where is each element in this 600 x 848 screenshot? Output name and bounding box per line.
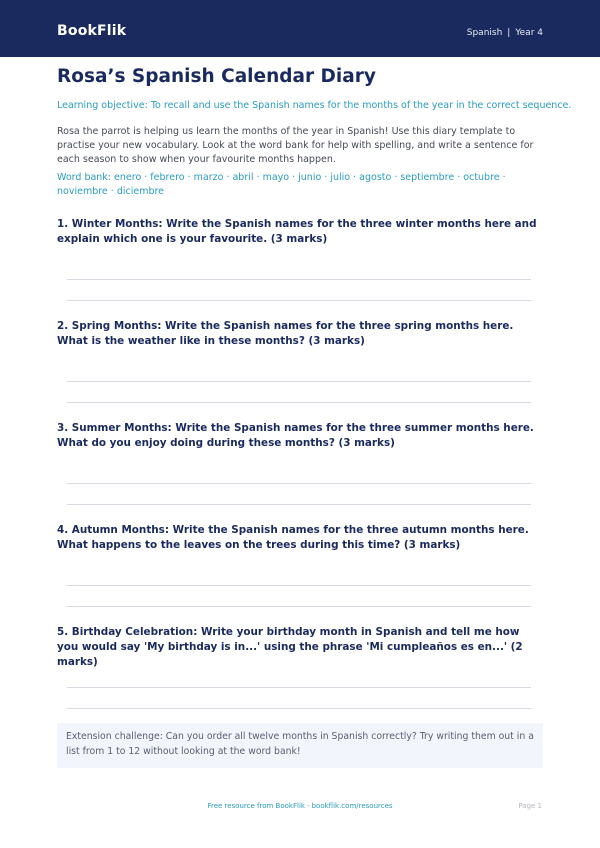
answer-line[interactable]	[67, 300, 531, 301]
extension-challenge-box	[57, 723, 543, 768]
page-number: Page 1	[518, 802, 542, 810]
meta-separator: |	[507, 28, 511, 38]
question-winter: 1. Winter Months: Write the Spanish names for the three winter months here and explain which one is your favourite. (3 marks)	[57, 218, 537, 245]
footer-credit-link[interactable]: Free resource from BookFlik · bookflik.com/resources	[207, 802, 393, 810]
answer-line[interactable]	[67, 606, 531, 607]
subject-year-label	[467, 28, 543, 38]
answer-line[interactable]	[67, 381, 531, 382]
question-summer: 3. Summer Months: Write the Spanish names for the three summer months here. What do you enjoy doing during these months? (3 marks)	[57, 422, 534, 449]
answer-line[interactable]	[67, 708, 531, 709]
page-header	[0, 0, 600, 57]
answer-line[interactable]	[67, 687, 531, 688]
question-birthday: 5. Birthday Celebration: Write your birthday month in Spanish and tell me how you would say 'My birthday is in...' using the phrase 'Mi cumpleaños es en...' (2 marks)	[57, 626, 523, 668]
brand-logo[interactable]: BookFlik	[57, 23, 127, 39]
answer-line[interactable]	[67, 279, 531, 280]
intro-paragraph: Rosa the parrot is helping us learn the months of the year in Spanish! Use this diary template to practise your new vocabulary. Look at the word bank for help with spelling, and write a sentence for each season to show when your favourite months happen.	[57, 126, 534, 165]
word-bank: Word bank: enero · febrero · marzo · abril · mayo · junio · julio · agosto · septiembre · octubre · noviembre · diciembre	[57, 172, 506, 197]
extension-challenge-text: Extension challenge: Can you order all twelve months in Spanish correctly? Try writing them out in a list from 1 to 12 without looking at the word bank!	[66, 731, 534, 757]
answer-line[interactable]	[67, 402, 531, 403]
question-spring: 2. Spring Months: Write the Spanish names for the three spring months here. What is the weather like in these months? (3 marks)	[57, 320, 514, 347]
answer-line[interactable]	[67, 585, 531, 586]
year-label: Year 4	[515, 28, 543, 38]
answer-line[interactable]	[67, 483, 531, 484]
subject-label: Spanish	[466, 28, 503, 38]
answer-line[interactable]	[67, 504, 531, 505]
question-autumn: 4. Autumn Months: Write the Spanish names for the three autumn months here. What happens to the leaves on the trees during this time? (3 marks)	[57, 524, 529, 551]
page-footer	[0, 802, 600, 814]
page-title: Rosa’s Spanish Calendar Diary	[57, 66, 376, 87]
learning-objective: Learning objective: To recall and use the Spanish names for the months of the year in the correct sequence.	[57, 100, 572, 111]
